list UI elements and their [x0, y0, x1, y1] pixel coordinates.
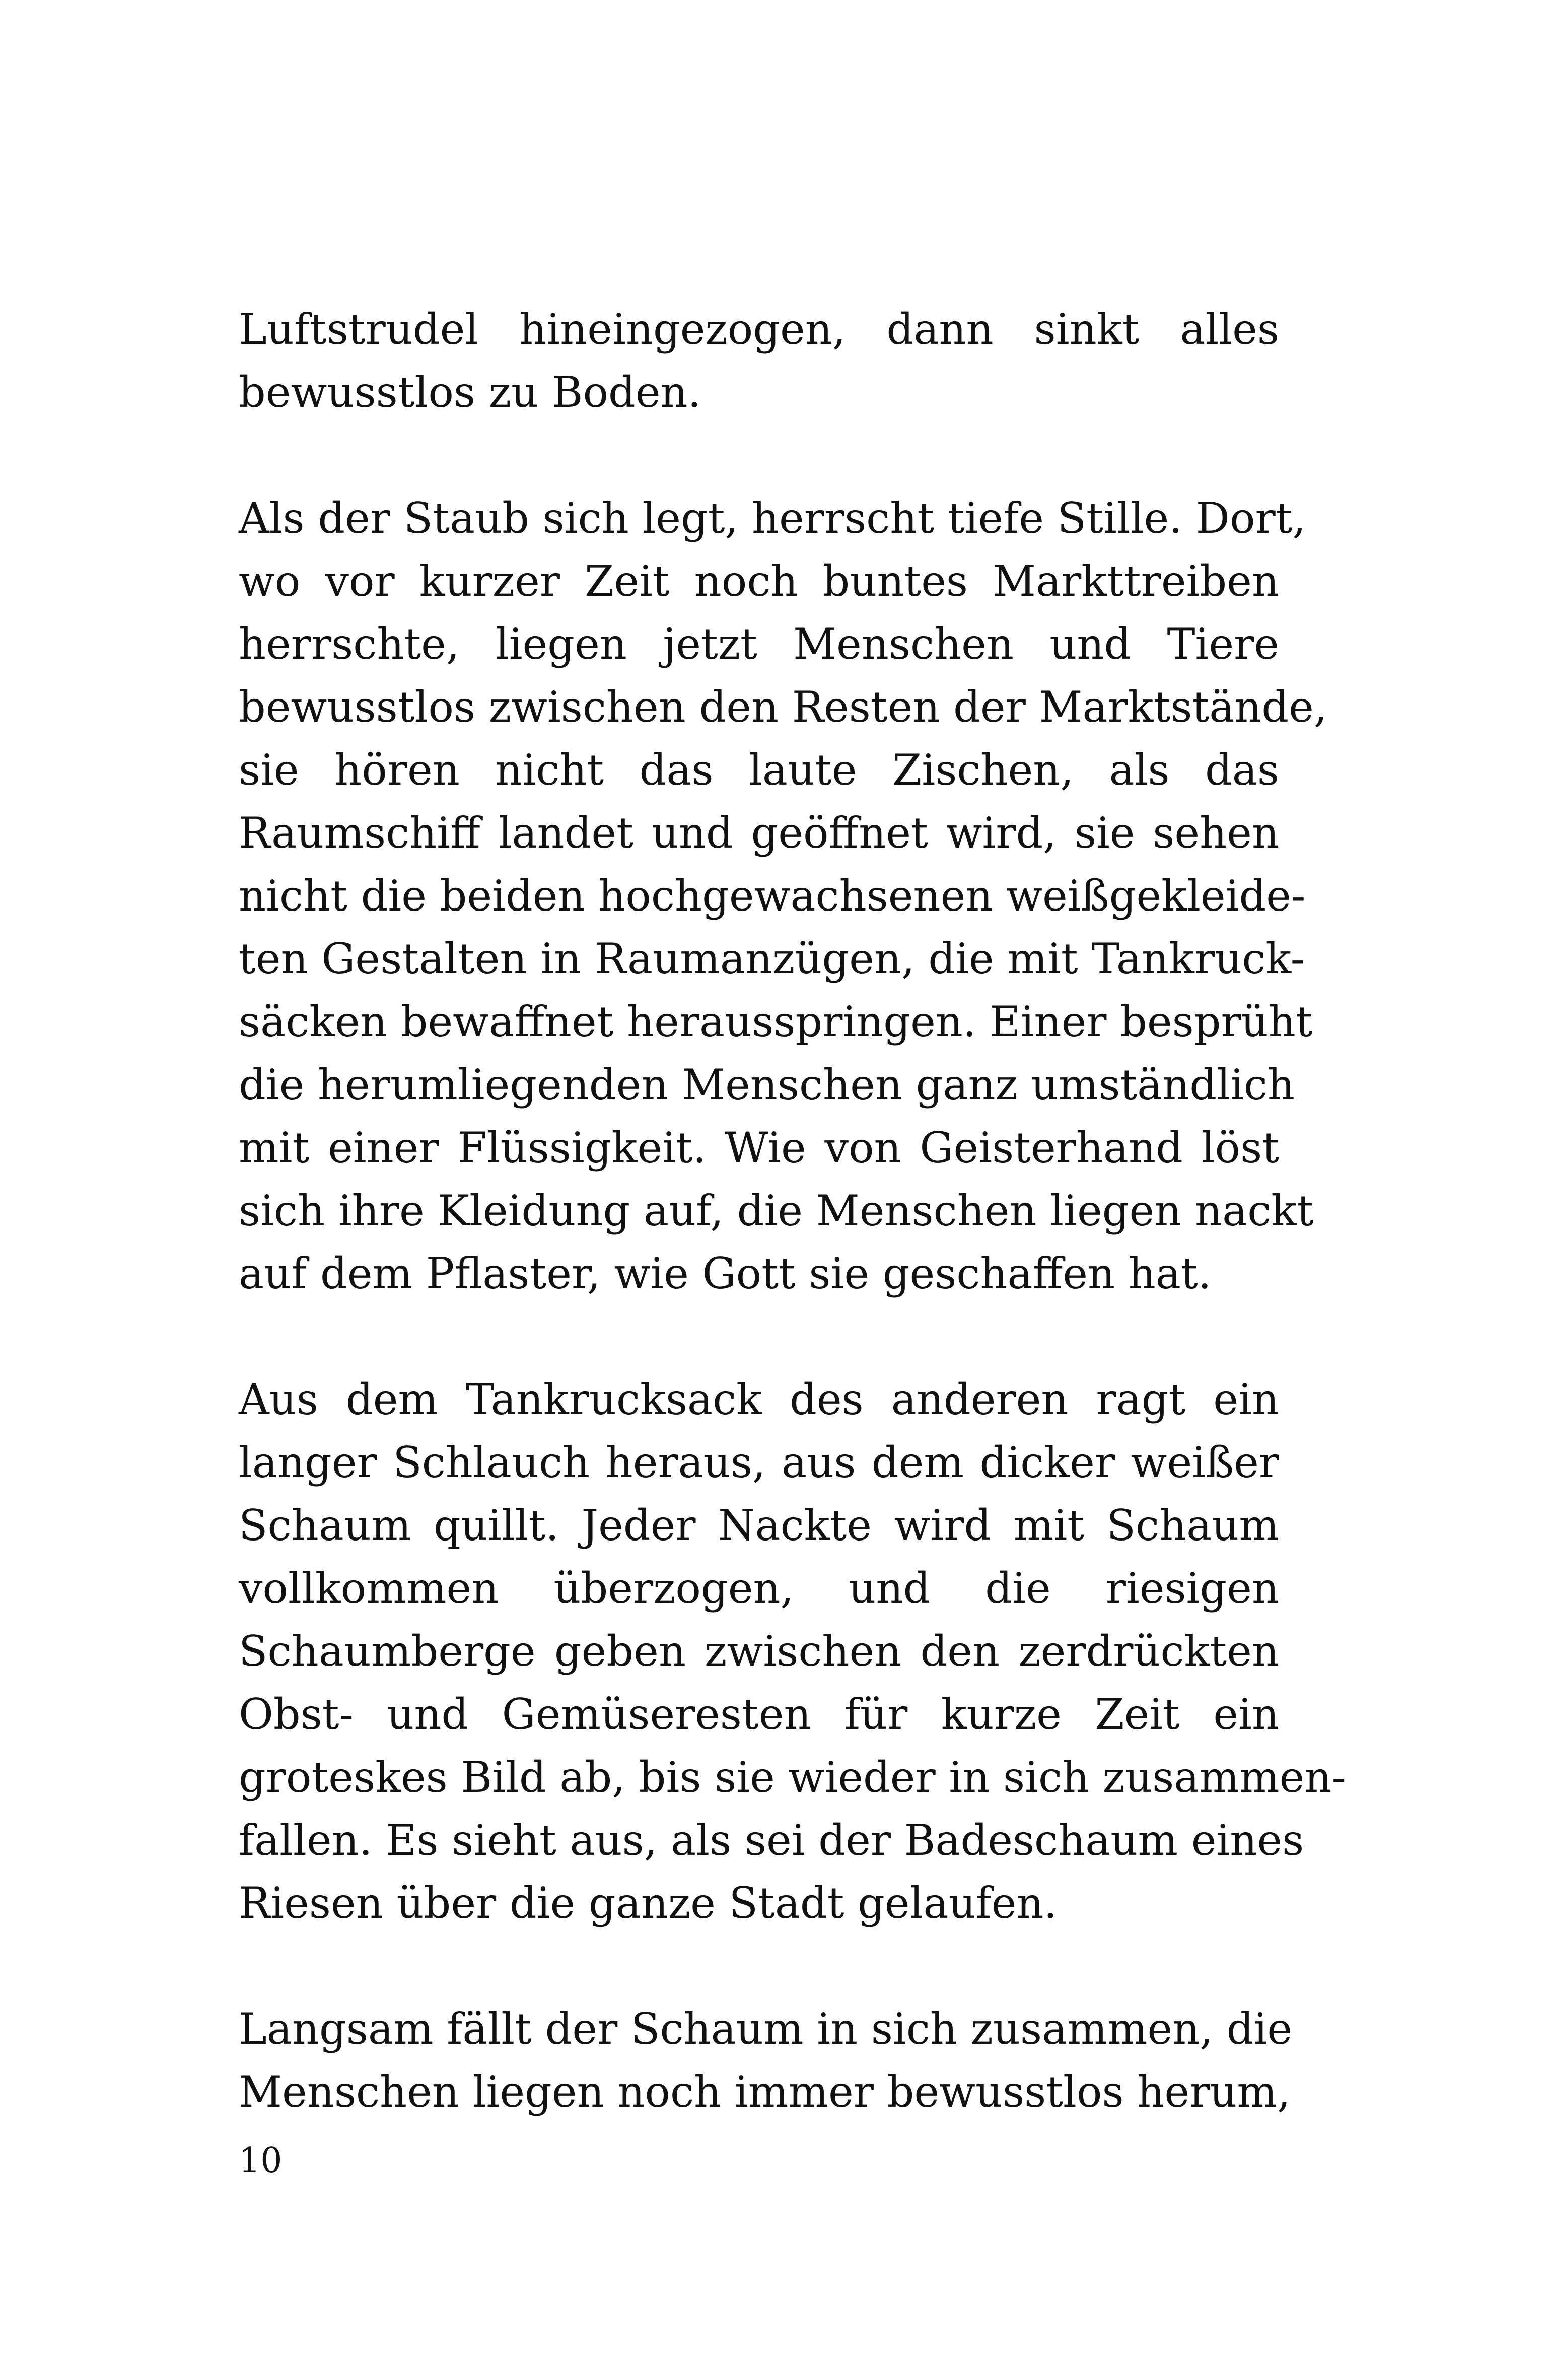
text-line: Schaumberge geben zwischen den zerdrückten	[239, 1627, 1279, 1676]
text-line: auf dem Pflaster, wie Gott sie geschaffen hat.	[239, 1249, 1212, 1298]
text-line: vollkommen überzogen, und die riesigen	[239, 1564, 1279, 1613]
text-line: Langsam fällt der Schaum in sich zusammen, die	[239, 2004, 1293, 2054]
text-line: langer Schlauch heraus, aus dem dicker weißer	[239, 1438, 1279, 1487]
text-line: säcken bewaffnet herausspringen. Einer besprüht	[239, 997, 1313, 1046]
text-line: ten Gestalten in Raumanzügen, die mit Tankruck-	[239, 934, 1305, 984]
text-line: bewusstlos zwischen den Resten der Marktstände,	[239, 682, 1327, 732]
body-text	[239, 298, 1346, 2124]
text-line: wo vor kurzer Zeit noch buntes Markttreiben	[239, 556, 1279, 606]
paragraph-3	[239, 1368, 1346, 1935]
page-number: 10	[239, 2141, 283, 2181]
text-line: nicht die beiden hochgewachsenen weißgekleide-	[239, 871, 1306, 921]
text-line: Raumschiff landet und geöffnet wird, sie sehen	[239, 808, 1279, 858]
text-line: Als der Staub sich legt, herrscht tiefe Stille. Dort,	[239, 494, 1306, 543]
text-line: Menschen liegen noch immer bewusstlos herum,	[239, 2067, 1291, 2117]
text-line: fallen. Es sieht aus, als sei der Badeschaum eines	[239, 1815, 1304, 1865]
text-line: groteskes Bild ab, bis sie wieder in sich zusammen-	[239, 1753, 1346, 1802]
text-line: die herumliegenden Menschen ganz umständlich	[239, 1060, 1295, 1109]
text-line: sich ihre Kleidung auf, die Menschen liegen nackt	[239, 1186, 1314, 1235]
text-line: Schaum quillt. Jeder Nackte wird mit Schaum	[239, 1501, 1279, 1550]
text-line: herrschte, liegen jetzt Menschen und Tiere	[239, 619, 1279, 669]
text-line: Riesen über die ganze Stadt gelaufen.	[239, 1878, 1058, 1928]
paragraph-1	[239, 298, 1279, 424]
text-line: mit einer Flüssigkeit. Wie von Geisterhand löst	[239, 1123, 1279, 1172]
text-line: Obst- und Gemüseresten für kurze Zeit ein	[239, 1690, 1279, 1739]
text-line: bewusstlos zu Boden.	[239, 368, 701, 417]
paragraph-4	[239, 1998, 1293, 2124]
text-line: Aus dem Tankrucksack des anderen ragt ein	[239, 1375, 1279, 1424]
text-line: sie hören nicht das laute Zischen, als das	[239, 745, 1279, 795]
paragraph-2	[239, 487, 1327, 1305]
text-line: Luftstrudel hineingezogen, dann sinkt alles	[239, 305, 1279, 354]
